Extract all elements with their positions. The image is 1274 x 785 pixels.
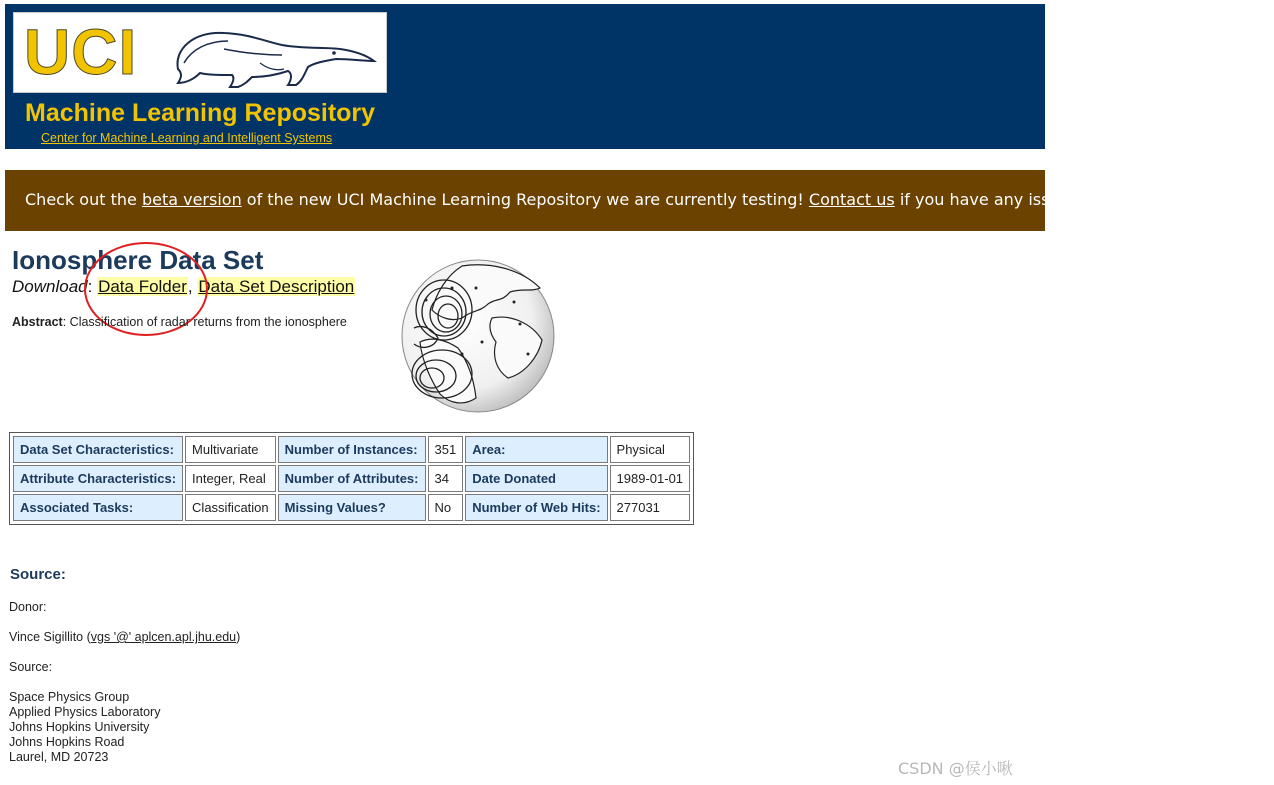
center-link[interactable]: Center for Machine Learning and Intelligent Systems	[41, 131, 333, 145]
table-row	[13, 494, 690, 521]
banner-text	[25, 190, 1274, 210]
data-set-description-link[interactable]: Data Set Description	[198, 277, 355, 296]
table-cell-label: Date Donated	[465, 465, 607, 492]
donor-line	[9, 630, 240, 645]
uci-logo[interactable]	[13, 12, 387, 93]
source-heading: Source:	[10, 566, 66, 583]
source-address	[9, 690, 160, 765]
address-line: Applied Physics Laboratory	[9, 705, 161, 719]
table-cell-label: Area:	[465, 436, 607, 463]
table-cell-value: 1989-01-01	[610, 465, 691, 492]
abstract-label: Abstract	[12, 315, 63, 329]
table-cell-value: 351	[428, 436, 464, 463]
contact-us-link[interactable]: Contact us	[808, 190, 895, 209]
address-line: Johns Hopkins University	[9, 720, 150, 734]
table-row	[13, 465, 690, 492]
uci-logo-text: UCI	[24, 16, 138, 88]
table-cell-value: Classification	[185, 494, 276, 521]
donor-name: Vince Sigillito (	[9, 630, 91, 644]
anteater-icon	[164, 19, 378, 89]
banner-middle: of the new UCI Machine Learning Repository we are currently testing!	[241, 190, 809, 209]
data-folder-link[interactable]: Data Folder	[98, 277, 187, 296]
dataset-title: Ionosphere Data Set	[12, 245, 264, 275]
characteristics-table	[9, 432, 694, 525]
globe-icon	[392, 258, 560, 416]
donor-close: )	[236, 630, 241, 644]
address-line: Johns Hopkins Road	[9, 735, 125, 749]
table-cell-label: Number of Attributes:	[278, 465, 426, 492]
donor-email-link[interactable]: vgs '@' aplcen.apl.jhu.edu	[90, 630, 237, 644]
table-cell-value: Multivariate	[185, 436, 276, 463]
beta-banner	[5, 170, 1274, 231]
beta-version-link[interactable]: beta version	[141, 190, 242, 209]
address-line: Space Physics Group	[9, 690, 130, 704]
download-comma: ,	[187, 277, 198, 296]
site-header	[5, 4, 1045, 149]
abstract-text: : Classification of radar returns from the ionosphere	[62, 315, 347, 329]
donor-label: Donor:	[9, 600, 47, 614]
table-cell-value: 277031	[610, 494, 691, 521]
banner-prefix: Check out the	[25, 190, 142, 209]
table-cell-label: Number of Web Hits:	[465, 494, 607, 521]
table-cell-label: Data Set Characteristics:	[13, 436, 183, 463]
table-cell-label: Associated Tasks:	[13, 494, 183, 521]
table-cell-value: Integer, Real	[185, 465, 276, 492]
download-sep: :	[87, 277, 98, 296]
table-cell-value: Physical	[610, 436, 691, 463]
repository-title: Machine Learning Repository	[25, 99, 376, 127]
banner-suffix: if you have any issues, questions, or concerns.	[894, 190, 1274, 209]
table-cell-label: Attribute Characteristics:	[13, 465, 183, 492]
table-row	[13, 436, 690, 463]
table-cell-label: Missing Values?	[278, 494, 426, 521]
table-cell-value: 34	[428, 465, 464, 492]
download-label: Download	[12, 277, 88, 296]
address-line: Laurel, MD 20723	[9, 750, 109, 764]
table-cell-label: Number of Instances:	[278, 436, 426, 463]
csdn-watermark: CSDN @侯小啾	[898, 759, 1013, 778]
abstract	[12, 314, 347, 330]
table-cell-value: No	[428, 494, 464, 521]
source-label: Source:	[9, 660, 53, 674]
